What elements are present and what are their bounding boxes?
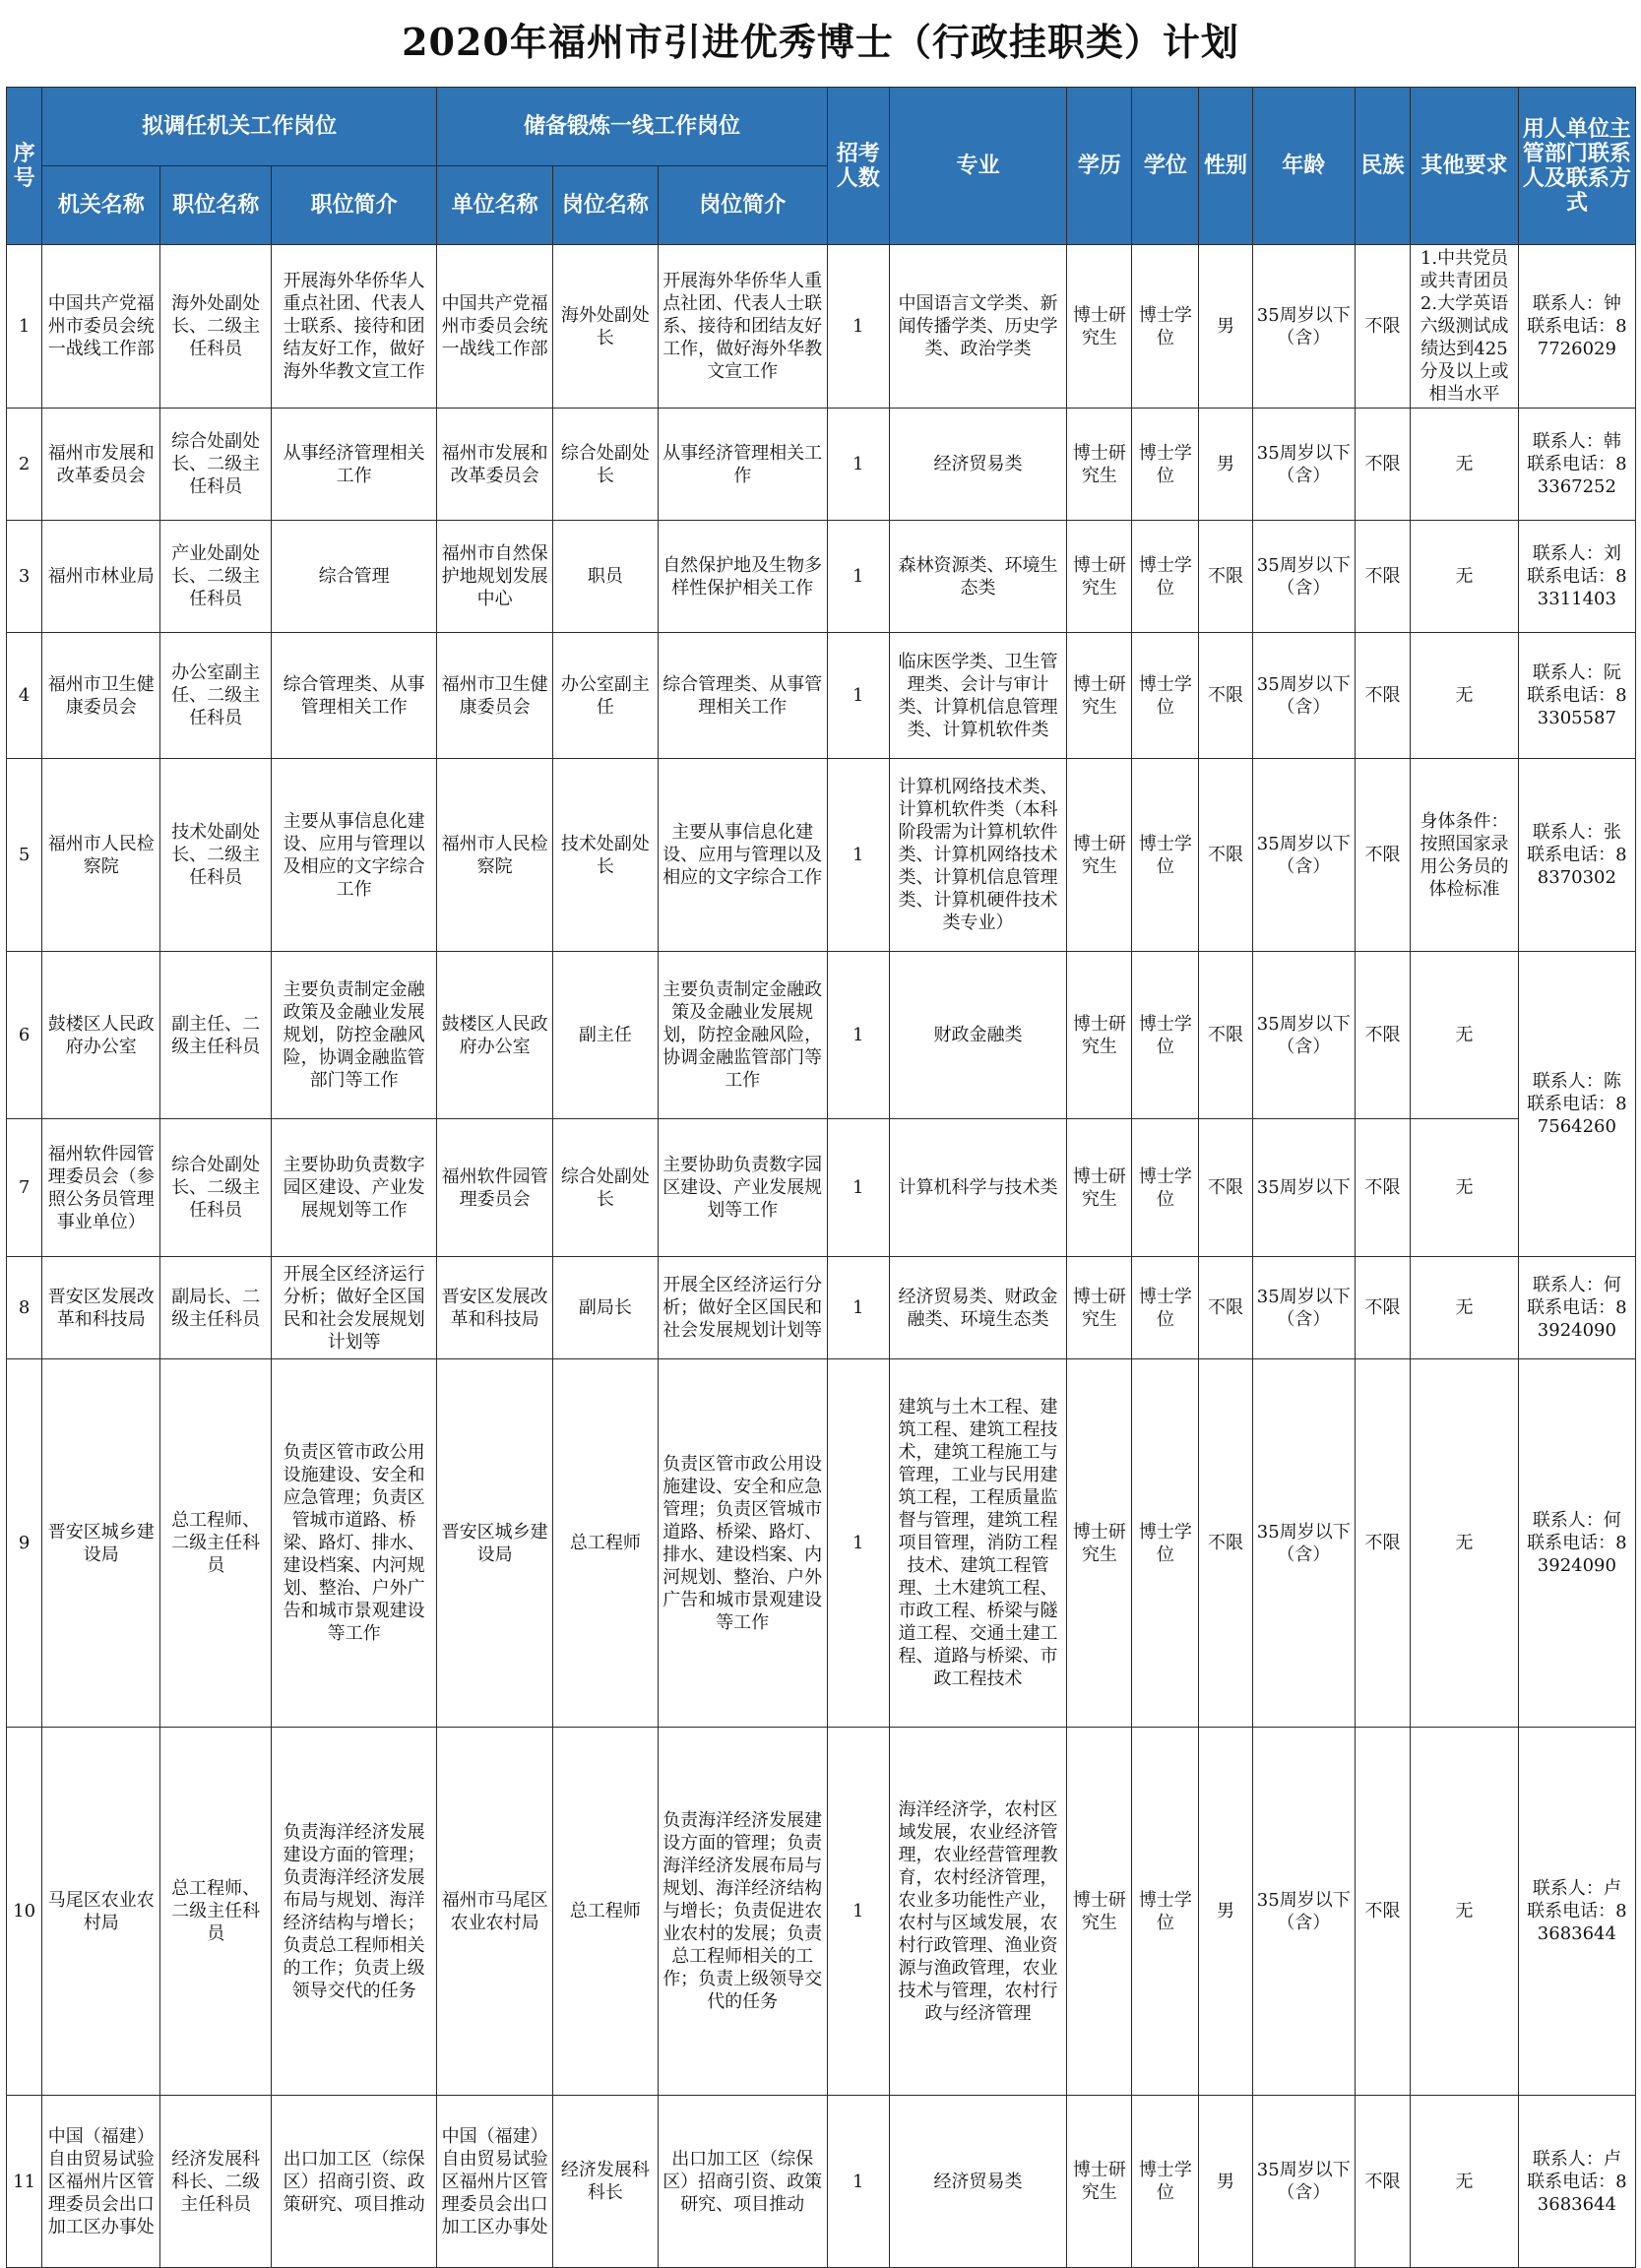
cell-post-intro: 主要协助负责数字园区建设、产业发展规划等工作 — [658, 1119, 827, 1257]
cell-age: 35周岁以下（含） — [1252, 952, 1355, 1119]
cell-degree: 博士学位 — [1132, 409, 1199, 521]
cell-post: 经济发展科科长 — [553, 2096, 658, 2268]
cell-ethnicity: 不限 — [1355, 633, 1410, 759]
cell-post: 总工程师 — [553, 1359, 658, 1728]
cell-seq: 5 — [7, 759, 42, 952]
cell-age: 35周岁以下（含） — [1252, 1728, 1355, 2096]
cell-position-intro: 出口加工区（综保区）招商引资、政策研究、项目推动 — [272, 2096, 437, 2268]
cell-major: 海洋经济学，农村区域发展，农业经济管理，农业经营管理教育，农村经济管理，农业多功能性产业，农村与区域发展，农村行政管理、渔业资源与渔政管理，农业技术与管理，农村行政与经济管理 — [889, 1728, 1067, 2096]
cell-education: 博士研究生 — [1067, 245, 1132, 409]
cell-count: 1 — [827, 1728, 889, 2096]
cell-degree: 博士学位 — [1132, 1359, 1199, 1728]
cell-position: 经济发展科科长、二级主任科员 — [160, 2096, 272, 2268]
cell-position: 产业处副处长、二级主任科员 — [160, 521, 272, 633]
cell-unit: 福州市人民检察院 — [437, 759, 553, 952]
cell-agency: 福州市卫生健康委员会 — [42, 633, 160, 759]
cell-unit: 鼓楼区人民政府办公室 — [437, 952, 553, 1119]
cell-contact: 联系人：何 联系电话：83924090 — [1518, 1257, 1635, 1359]
cell-gender: 不限 — [1199, 1119, 1252, 1257]
cell-position: 海外处副处长、二级主任科员 — [160, 245, 272, 409]
header-group-reserve: 储备锻炼一线工作岗位 — [437, 88, 828, 166]
cell-seq: 4 — [7, 633, 42, 759]
cell-other: 无 — [1411, 521, 1519, 633]
cell-post: 总工程师 — [553, 1728, 658, 2096]
cell-contact: 联系人：阮 联系电话：83305587 — [1518, 633, 1635, 759]
cell-degree: 博士学位 — [1132, 633, 1199, 759]
cell-contact: 联系人：张 联系电话：88370302 — [1518, 759, 1635, 952]
cell-position: 综合处副处长、二级主任科员 — [160, 1119, 272, 1257]
cell-agency: 晋安区发展改革和科技局 — [42, 1257, 160, 1359]
cell-agency: 鼓楼区人民政府办公室 — [42, 952, 160, 1119]
cell-contact: 联系人：陈 联系电话：87564260 — [1518, 952, 1635, 1257]
table-row — [7, 521, 1636, 633]
table-row — [7, 245, 1636, 409]
cell-unit: 福州市发展和改革委员会 — [437, 409, 553, 521]
cell-education: 博士研究生 — [1067, 409, 1132, 521]
cell-position-intro: 开展海外华侨华人重点社团、代表人士联系、接待和团结友好工作，做好海外华教文宣工作 — [272, 245, 437, 409]
table-row — [7, 409, 1636, 521]
cell-education: 博士研究生 — [1067, 1119, 1132, 1257]
cell-position-intro: 主要从事信息化建设、应用与管理以及相应的文字综合工作 — [272, 759, 437, 952]
cell-post-intro: 从事经济管理相关工作 — [658, 409, 827, 521]
table-row — [7, 1728, 1636, 2096]
cell-post-intro: 综合管理类、从事管理相关工作 — [658, 633, 827, 759]
cell-major: 经济贸易类 — [889, 409, 1067, 521]
cell-degree: 博士学位 — [1132, 2096, 1199, 2268]
cell-post: 技术处副处长 — [553, 759, 658, 952]
cell-major: 经济贸易类、财政金融类、环境生态类 — [889, 1257, 1067, 1359]
header-seq: 序号 — [7, 88, 42, 245]
header-degree: 学位 — [1132, 88, 1199, 245]
cell-ethnicity: 不限 — [1355, 1257, 1410, 1359]
cell-other: 无 — [1411, 1257, 1519, 1359]
cell-count: 1 — [827, 409, 889, 521]
cell-other: 无 — [1411, 2096, 1519, 2268]
cell-degree: 博士学位 — [1132, 1119, 1199, 1257]
cell-count: 1 — [827, 952, 889, 1119]
cell-other: 无 — [1411, 1359, 1519, 1728]
cell-ethnicity: 不限 — [1355, 2096, 1410, 2268]
cell-degree: 博士学位 — [1132, 952, 1199, 1119]
table-row — [7, 1119, 1636, 1257]
cell-agency: 马尾区农业农村局 — [42, 1728, 160, 2096]
cell-other: 无 — [1411, 952, 1519, 1119]
header-ethnicity: 民族 — [1355, 88, 1410, 245]
cell-degree: 博士学位 — [1132, 1257, 1199, 1359]
cell-education: 博士研究生 — [1067, 1728, 1132, 2096]
table-row — [7, 759, 1636, 952]
cell-seq: 6 — [7, 952, 42, 1119]
cell-gender: 不限 — [1199, 1359, 1252, 1728]
cell-ethnicity: 不限 — [1355, 409, 1410, 521]
cell-position-intro: 主要协助负责数字园区建设、产业发展规划等工作 — [272, 1119, 437, 1257]
cell-age: 35周岁以下 — [1252, 1119, 1355, 1257]
cell-count: 1 — [827, 633, 889, 759]
cell-degree: 博士学位 — [1132, 759, 1199, 952]
cell-other: 1.中共党员或共青团员 2.大学英语六级测试成绩达到425分及以上或相当水平 — [1411, 245, 1519, 409]
cell-major: 财政金融类 — [889, 952, 1067, 1119]
header-post: 岗位名称 — [553, 166, 658, 245]
cell-ethnicity: 不限 — [1355, 1359, 1410, 1728]
cell-post: 副主任 — [553, 952, 658, 1119]
cell-post-intro: 开展全区经济运行分析；做好全区国民和社会发展规划计划等 — [658, 1257, 827, 1359]
cell-age: 35周岁以下（含） — [1252, 1257, 1355, 1359]
cell-position: 总工程师、二级主任科员 — [160, 1728, 272, 2096]
header-post-intro: 岗位简介 — [658, 166, 827, 245]
cell-gender: 男 — [1199, 1728, 1252, 2096]
header-education: 学历 — [1067, 88, 1132, 245]
cell-count: 1 — [827, 759, 889, 952]
cell-unit: 福州市卫生健康委员会 — [437, 633, 553, 759]
cell-agency: 福州市人民检察院 — [42, 759, 160, 952]
cell-age: 35周岁以下（含） — [1252, 245, 1355, 409]
cell-post-intro: 开展海外华侨华人重点社团、代表人士联系、接待和团结友好工作，做好海外华教文宣工作 — [658, 245, 827, 409]
cell-seq: 9 — [7, 1359, 42, 1728]
page-title: 2020年福州市引进优秀博士（行政挂职类）计划 — [402, 20, 1239, 64]
cell-position-intro: 从事经济管理相关工作 — [272, 409, 437, 521]
cell-unit: 福州市马尾区农业农村局 — [437, 1728, 553, 2096]
cell-major: 经济贸易类 — [889, 2096, 1067, 2268]
cell-agency: 中国共产党福州市委员会统一战线工作部 — [42, 245, 160, 409]
cell-post-intro: 自然保护地及生物多样性保护相关工作 — [658, 521, 827, 633]
cell-agency: 中国（福建）自由贸易试验区福州片区管理委员会出口加工区办事处 — [42, 2096, 160, 2268]
cell-major: 中国语言文学类、新闻传播学类、历史学类、政治学类 — [889, 245, 1067, 409]
recruitment-plan-table — [6, 87, 1636, 2268]
cell-position-intro: 主要负责制定金融政策及金融业发展规划，防控金融风险，协调金融监管部门等工作 — [272, 952, 437, 1119]
cell-degree: 博士学位 — [1132, 245, 1199, 409]
header-group-admin: 拟调任机关工作岗位 — [42, 88, 437, 166]
cell-major: 计算机科学与技术类 — [889, 1119, 1067, 1257]
table-row — [7, 633, 1636, 759]
header-position: 职位名称 — [160, 166, 272, 245]
cell-ethnicity: 不限 — [1355, 952, 1410, 1119]
cell-age: 35周岁以下（含） — [1252, 2096, 1355, 2268]
cell-gender: 不限 — [1199, 633, 1252, 759]
cell-major: 临床医学类、卫生管理类、会计与审计类、计算机信息管理类、计算机软件类 — [889, 633, 1067, 759]
header-agency: 机关名称 — [42, 166, 160, 245]
cell-unit: 晋安区城乡建设局 — [437, 1359, 553, 1728]
header-gender: 性别 — [1199, 88, 1252, 245]
cell-position: 技术处副处长、二级主任科员 — [160, 759, 272, 952]
cell-gender: 男 — [1199, 409, 1252, 521]
cell-count: 1 — [827, 1257, 889, 1359]
cell-unit: 福州软件园管理委员会 — [437, 1119, 553, 1257]
cell-seq: 8 — [7, 1257, 42, 1359]
cell-unit: 福州市自然保护地规划发展中心 — [437, 521, 553, 633]
cell-post-intro: 主要负责制定金融政策及金融业发展规划，防控金融风险，协调金融监管部门等工作 — [658, 952, 827, 1119]
cell-post-intro: 负责海洋经济发展建设方面的管理；负责海洋经济发展布局与规划、海洋经济结构与增长；负责促进农业农村的发展；负责总工程师相关的工作；负责上级领导交代的任务 — [658, 1728, 827, 2096]
cell-contact: 联系人：卢 联系电话：83683644 — [1518, 1728, 1635, 2096]
cell-major: 建筑与土木工程、建筑工程、建筑工程技术，建筑工程施工与管理，工业与民用建筑工程，工程质量监督与管理，建筑工程项目管理，消防工程技术、建筑工程管理、土木建筑工程、市政工程、桥梁与隧道工程、交通土建工程、道路与桥梁、市政工程技术 — [889, 1359, 1067, 1728]
cell-post: 海外处副处长 — [553, 245, 658, 409]
cell-age: 35周岁以下（含） — [1252, 521, 1355, 633]
cell-other: 身体条件：按照国家录用公务员的体检标准 — [1411, 759, 1519, 952]
cell-age: 35周岁以下（含） — [1252, 1359, 1355, 1728]
header-major: 专业 — [889, 88, 1067, 245]
cell-count: 1 — [827, 521, 889, 633]
cell-unit: 晋安区发展改革和科技局 — [437, 1257, 553, 1359]
header-other: 其他要求 — [1411, 88, 1519, 245]
table-row — [7, 1359, 1636, 1728]
cell-position-intro: 开展全区经济运行分析；做好全区国民和社会发展规划计划等 — [272, 1257, 437, 1359]
cell-agency: 晋安区城乡建设局 — [42, 1359, 160, 1728]
cell-seq: 2 — [7, 409, 42, 521]
header-contact: 用人单位主管部门联系人及联系方式 — [1518, 88, 1635, 245]
cell-position: 总工程师、二级主任科员 — [160, 1359, 272, 1728]
table-row — [7, 1257, 1636, 1359]
cell-seq: 1 — [7, 245, 42, 409]
cell-education: 博士研究生 — [1067, 952, 1132, 1119]
cell-age: 35周岁以下（含） — [1252, 633, 1355, 759]
cell-education: 博士研究生 — [1067, 1257, 1132, 1359]
cell-major: 计算机网络技术类、计算机软件类（本科阶段需为计算机软件类、计算机网络技术类、计算机信息管理类、计算机硬件技术类专业） — [889, 759, 1067, 952]
cell-education: 博士研究生 — [1067, 633, 1132, 759]
cell-contact: 联系人：刘 联系电话：83311403 — [1518, 521, 1635, 633]
table-row — [7, 2096, 1636, 2268]
cell-position: 副局长、二级主任科员 — [160, 1257, 272, 1359]
cell-post: 综合处副处长 — [553, 1119, 658, 1257]
cell-education: 博士研究生 — [1067, 2096, 1132, 2268]
cell-position-intro: 负责区管市政公用设施建设、安全和应急管理；负责区管城市道路、桥梁、路灯、排水、建设档案、内河规划、整治、户外广告和城市景观建设等工作 — [272, 1359, 437, 1728]
cell-position-intro: 负责海洋经济发展建设方面的管理；负责海洋经济发展布局与规划、海洋经济结构与增长；负责总工程师相关的工作；负责上级领导交代的任务 — [272, 1728, 437, 2096]
cell-age: 35周岁以下（含） — [1252, 759, 1355, 952]
header-count: 招考人数 — [827, 88, 889, 245]
cell-major: 森林资源类、环境生态类 — [889, 521, 1067, 633]
cell-gender: 不限 — [1199, 759, 1252, 952]
cell-count: 1 — [827, 245, 889, 409]
cell-degree: 博士学位 — [1132, 521, 1199, 633]
cell-ethnicity: 不限 — [1355, 1119, 1410, 1257]
cell-ethnicity: 不限 — [1355, 245, 1410, 409]
cell-contact: 联系人：韩 联系电话：83367252 — [1518, 409, 1635, 521]
cell-post: 综合处副处长 — [553, 409, 658, 521]
cell-seq: 11 — [7, 2096, 42, 2268]
cell-seq: 10 — [7, 1728, 42, 2096]
cell-education: 博士研究生 — [1067, 759, 1132, 952]
cell-post-intro: 主要从事信息化建设、应用与管理以及相应的文字综合工作 — [658, 759, 827, 952]
cell-seq: 3 — [7, 521, 42, 633]
cell-unit: 中国共产党福州市委员会统一战线工作部 — [437, 245, 553, 409]
header-position-intro: 职位简介 — [272, 166, 437, 245]
cell-unit: 中国（福建）自由贸易试验区福州片区管理委员会出口加工区办事处 — [437, 2096, 553, 2268]
cell-post: 副局长 — [553, 1257, 658, 1359]
cell-gender: 不限 — [1199, 521, 1252, 633]
header-age: 年龄 — [1252, 88, 1355, 245]
cell-ethnicity: 不限 — [1355, 759, 1410, 952]
cell-education: 博士研究生 — [1067, 1359, 1132, 1728]
cell-agency: 福州市林业局 — [42, 521, 160, 633]
cell-post: 职员 — [553, 521, 658, 633]
cell-other: 无 — [1411, 1728, 1519, 2096]
table-row — [7, 952, 1636, 1119]
cell-ethnicity: 不限 — [1355, 521, 1410, 633]
cell-agency: 福州软件园管理委员会（参照公务员管理事业单位） — [42, 1119, 160, 1257]
cell-contact: 联系人：卢 联系电话：83683644 — [1518, 2096, 1635, 2268]
cell-position-intro: 综合管理 — [272, 521, 437, 633]
cell-position: 副主任、二级主任科员 — [160, 952, 272, 1119]
cell-post: 办公室副主任 — [553, 633, 658, 759]
cell-post-intro: 负责区管市政公用设施建设、安全和应急管理；负责区管城市道路、桥梁、路灯、排水、建设档案、内河规划、整治、户外广告和城市景观建设等工作 — [658, 1359, 827, 1728]
cell-position-intro: 综合管理类、从事管理相关工作 — [272, 633, 437, 759]
cell-other: 无 — [1411, 633, 1519, 759]
cell-position: 综合处副处长、二级主任科员 — [160, 409, 272, 521]
cell-count: 1 — [827, 2096, 889, 2268]
cell-degree: 博士学位 — [1132, 1728, 1199, 2096]
cell-education: 博士研究生 — [1067, 521, 1132, 633]
cell-contact: 联系人：何 联系电话：83924090 — [1518, 1359, 1635, 1728]
cell-gender: 男 — [1199, 2096, 1252, 2268]
cell-contact: 联系人：钟 联系电话：87726029 — [1518, 245, 1635, 409]
cell-count: 1 — [827, 1359, 889, 1728]
cell-post-intro: 出口加工区（综保区）招商引资、政策研究、项目推动 — [658, 2096, 827, 2268]
cell-seq: 7 — [7, 1119, 42, 1257]
cell-agency: 福州市发展和改革委员会 — [42, 409, 160, 521]
cell-position: 办公室副主任、二级主任科员 — [160, 633, 272, 759]
cell-other: 无 — [1411, 1119, 1519, 1257]
cell-age: 35周岁以下（含） — [1252, 409, 1355, 521]
cell-gender: 男 — [1199, 245, 1252, 409]
cell-gender: 不限 — [1199, 952, 1252, 1119]
header-unit: 单位名称 — [437, 166, 553, 245]
cell-ethnicity: 不限 — [1355, 1728, 1410, 2096]
cell-count: 1 — [827, 1119, 889, 1257]
cell-other: 无 — [1411, 409, 1519, 521]
cell-gender: 不限 — [1199, 1257, 1252, 1359]
